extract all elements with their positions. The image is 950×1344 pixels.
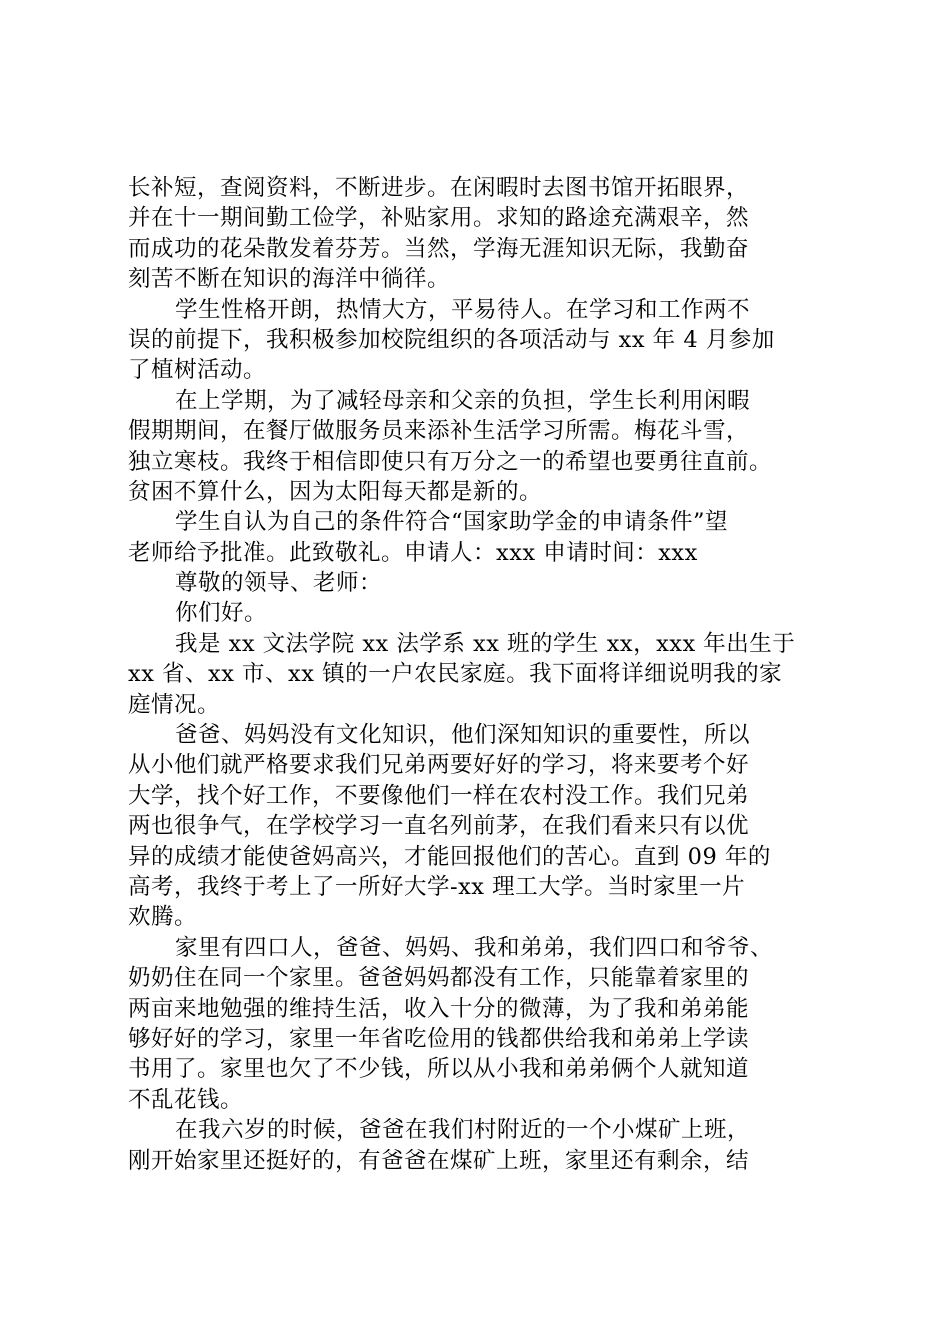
text-line: 老师给予批准。此致敬礼。申请人：xxx 申请时间：xxx <box>128 539 698 566</box>
paragraph-first-line: 学生自认为自己的条件符合“国家助学金的申请条件”望 <box>175 509 729 536</box>
text-line: 从小他们就严格要求我们兄弟两要好好的学习，将来要考个好 <box>128 752 750 779</box>
text-line: 独立寒枝。我终于相信即使只有万分之一的希望也要勇往直前。 <box>128 448 773 475</box>
paragraph-first-line: 家里有四口人，爸爸、妈妈、我和弟弟，我们四口和爷爷、 <box>175 934 774 961</box>
text-line: 大学，找个好工作，不要像他们一样在农村没工作。我们兄弟 <box>128 782 750 809</box>
text-line: 庭情况。 <box>128 691 221 718</box>
text-line: 长补短，查阅资料，不断进步。在闲暇时去图书馆开拓眼界， <box>128 175 750 201</box>
paragraph-first-line: 爸爸、妈妈没有文化知识，他们深知知识的重要性，所以 <box>175 722 751 749</box>
text-line: 并在十一期间勤工俭学，补贴家用。求知的路途充满艰辛，然 <box>128 205 750 232</box>
text-line: 了植树活动。 <box>128 357 267 384</box>
text-line: 刻苦不断在知识的海洋中徜徉。 <box>128 266 451 293</box>
text-line: 够好好的学习，家里一年省吃俭用的钱都供给我和弟弟上学读 <box>128 1025 750 1052</box>
text-line: 两亩来地勉强的维持生活，收入十分的微薄，为了我和弟弟能 <box>128 995 750 1022</box>
text-line: 奶奶住在同一个家里。爸爸妈妈都没有工作，只能靠着家里的 <box>128 965 750 992</box>
text-line: 欢腾。 <box>128 904 198 931</box>
paragraph-first-line: 学生性格开朗，热情大方，平易待人。在学习和工作两不 <box>175 296 751 323</box>
text-line: 刚开始家里还挺好的，有爸爸在煤矿上班，家里还有剩余，结 <box>128 1147 750 1174</box>
text-line: 假期期间，在餐厅做服务员来添补生活学习所需。梅花斗雪， <box>128 418 750 445</box>
text-line: 而成功的花朵散发着芬芳。当然，学海无涯知识无际，我勤奋 <box>128 235 750 262</box>
document-body <box>128 173 848 1176</box>
text-line: 异的成绩才能使爸妈高兴，才能回报他们的苦心。直到 09 年的 <box>128 843 771 870</box>
text-line: xx 省、xx 市、xx 镇的一户农民家庭。我下面将详细说明我的家 <box>128 661 783 688</box>
paragraph-first-line: 我是 xx 文法学院 xx 法学系 xx 班的学生 xx，xxx 年出生于 <box>175 630 796 657</box>
text-line: 不乱花钱。 <box>128 1086 244 1113</box>
text-line: 两也很争气，在学校学习一直名列前茅，在我们看来只有以优 <box>128 813 750 840</box>
text-line: 误的前提下，我积极参加校院组织的各项活动与 xx 年 4 月参加 <box>128 326 775 353</box>
paragraph-first-line: 你们好。 <box>175 600 268 627</box>
paragraph-first-line: 尊敬的领导、老师： <box>175 570 383 597</box>
paragraph-first-line: 在上学期，为了减轻母亲和父亲的负担，学生长利用闲暇 <box>175 387 751 414</box>
paragraph-first-line: 在我六岁的时候，爸爸在我们村附近的一个小煤矿上班， <box>175 1117 751 1144</box>
text-line: 书用了。家里也欠了不少钱，所以从小我和弟弟俩个人就知道 <box>128 1056 750 1083</box>
text-line: 高考，我终于考上了一所好大学-xx 理工大学。当时家里一片 <box>128 873 746 900</box>
text-line: 贫困不算什么，因为太阳每天都是新的。 <box>128 478 543 505</box>
